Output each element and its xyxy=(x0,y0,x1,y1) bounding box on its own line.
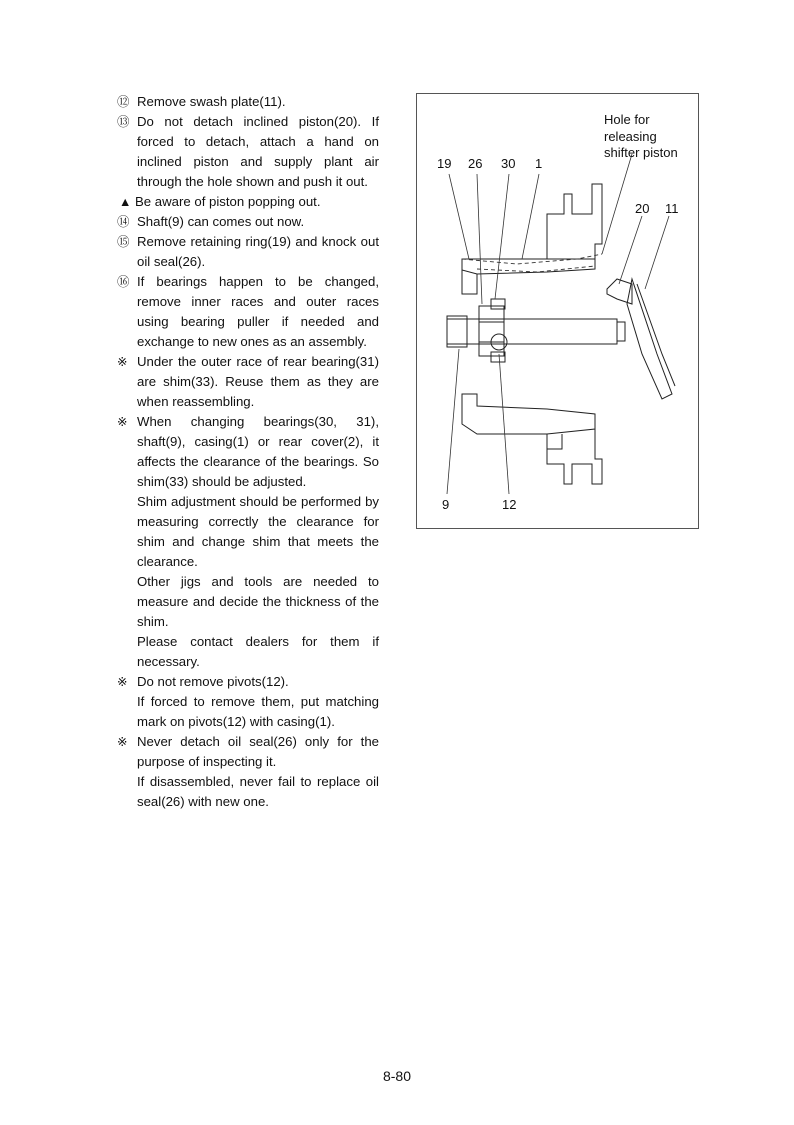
note-text: Other jigs and tools are needed to measure and decide the thickness of the shim. xyxy=(137,574,379,629)
list-item-text: Remove swash plate(11). xyxy=(137,94,286,109)
callout-20: 20 xyxy=(635,201,650,216)
hole-label-line: Hole for xyxy=(604,112,650,127)
note-item xyxy=(117,732,379,812)
callout-12: 12 xyxy=(502,497,517,512)
note-item xyxy=(117,672,379,732)
list-item xyxy=(117,92,379,112)
list-item xyxy=(117,112,379,192)
list-item-text: If bearings happen to be changed, remove inner races and outer races using bearing puller if needed and exchange to new ones as an assembly. xyxy=(137,274,379,349)
callout-26: 26 xyxy=(468,156,483,171)
step-13-marker: ⑬ xyxy=(117,115,130,129)
motor-cross-section-figure xyxy=(416,93,699,529)
callout-19: 19 xyxy=(437,156,452,171)
callout-9: 9 xyxy=(442,497,450,512)
note-item xyxy=(117,412,379,672)
step-14-marker: ⑭ xyxy=(117,215,130,229)
note-text: If disassembled, never fail to replace oil seal(26) with new one. xyxy=(137,774,379,809)
list-item xyxy=(117,232,379,272)
note-marker: ※ xyxy=(117,675,128,689)
step-15-marker: ⑮ xyxy=(117,235,130,249)
hole-label xyxy=(604,112,694,162)
list-item-text: Remove retaining ring(19) and knock out oil seal(26). xyxy=(137,234,379,269)
note-text: Under the outer race of rear bearing(31) are shim(33). Reuse them as they are when reassembling. xyxy=(137,354,379,409)
step-12-marker: ⑫ xyxy=(117,95,130,109)
note-text: Please contact dealers for them if necessary. xyxy=(137,634,379,669)
callout-11: 11 xyxy=(665,201,679,216)
list-item-text: Do not detach inclined piston(20). If forced to detach, attach a hand on inclined piston and supply plant air through the hole shown and push it out. xyxy=(137,114,379,189)
warning-item xyxy=(117,192,379,212)
note-text: If forced to remove them, put matching mark on pivots(12) with casing(1). xyxy=(137,694,379,729)
instruction-list xyxy=(117,92,379,812)
callout-1: 1 xyxy=(535,156,543,171)
hole-label-line: releasing xyxy=(604,128,657,144)
hole-label-line: shifter piston xyxy=(604,145,678,160)
note-text: Never detach oil seal(26) only for the purpose of inspecting it. xyxy=(137,734,379,769)
note-marker: ※ xyxy=(117,735,128,749)
warning-text: Be aware of piston popping out. xyxy=(135,194,321,209)
note-marker: ※ xyxy=(117,415,128,429)
list-item xyxy=(117,272,379,352)
callout-30: 30 xyxy=(501,156,516,171)
note-text: Shim adjustment should be performed by measuring correctly the clearance for shim and change shim that meets the clearance. xyxy=(137,494,379,569)
step-16-marker: ⑯ xyxy=(117,275,130,289)
note-text: Do not remove pivots(12). xyxy=(137,674,289,689)
warning-icon: ▲ xyxy=(119,195,132,209)
list-item xyxy=(117,212,379,232)
list-item-text: Shaft(9) can comes out now. xyxy=(137,214,305,229)
note-marker: ※ xyxy=(117,355,128,369)
note-item xyxy=(117,352,379,412)
note-text: When changing bearings(30, 31), shaft(9), casing(1) or rear cover(2), it affects the clearance of the bearings. So shim(33) should be adjusted. xyxy=(137,414,379,489)
page-number: 8-80 xyxy=(382,1068,412,1084)
